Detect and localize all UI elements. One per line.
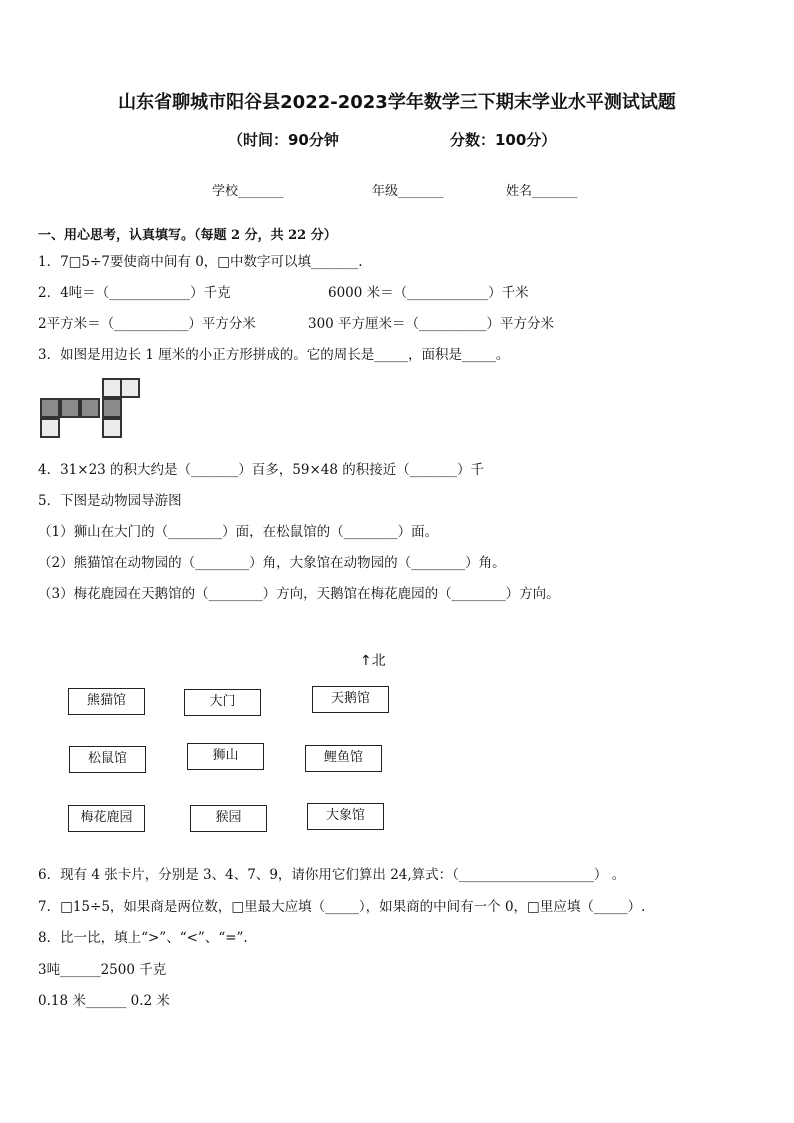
question-6: 6．现有 4 张卡片，分别是 3、4、7、9，请你用它们算出 24,算式：（____________________） 。 <box>38 867 626 883</box>
exam-score: 分数：100分） <box>450 131 557 149</box>
square-cell <box>80 398 100 418</box>
question-2b: 6000 米＝（____________）千米 <box>328 285 529 301</box>
zoo-cell-panda: 熊猫馆 <box>68 688 145 715</box>
square-cell <box>120 378 140 398</box>
school-field: 学校_______ <box>212 184 284 199</box>
question-8: 8．比一比，填上“>”、“<”、“=”. <box>38 930 248 946</box>
zoo-cell-squirrel: 松鼠馆 <box>69 746 146 773</box>
square-cell <box>40 398 60 418</box>
zoo-cell-monkey: 猴园 <box>190 805 267 832</box>
square-cell <box>102 418 122 438</box>
zoo-cell-lion-hill: 狮山 <box>187 743 264 770</box>
question-2a: 2．4吨＝（____________）千克 <box>38 285 231 301</box>
question-4: 4．31×23 的积大约是（_______）百多，59×48 的积接近（_______）千 <box>38 462 485 478</box>
question-7: 7．□15÷5，如果商是两位数，□里最大应填（_____），如果商的中间有一个 0，□里应填（_____）. <box>38 899 646 915</box>
zoo-cell-deer: 梅花鹿园 <box>68 805 145 832</box>
question-3: 3．如图是用边长 1 厘米的小正方形拼成的。它的周长是_____，面积是_____。 <box>38 347 510 363</box>
north-indicator: ↑北 <box>360 653 386 669</box>
zoo-cell-carp: 鲤鱼馆 <box>305 745 382 772</box>
square-figure <box>40 378 140 440</box>
question-2c: 2平方米＝（___________）平方分米 <box>38 316 256 332</box>
page-title: 山东省聊城市阳谷县2022-2023学年数学三下期末学业水平测试试题 <box>118 92 676 113</box>
question-5: 5．下图是动物园导游图 <box>38 493 182 509</box>
zoo-cell-elephant: 大象馆 <box>307 803 384 830</box>
square-cell <box>40 418 60 438</box>
name-field: 姓名_______ <box>506 184 578 199</box>
zoo-cell-gate: 大门 <box>184 689 261 716</box>
exam-time: （时间：90分钟 <box>228 131 339 149</box>
question-5-1: （1）狮山在大门的（________）面，在松鼠馆的（________）面。 <box>38 524 439 540</box>
square-cell <box>60 398 80 418</box>
question-1: 1．7□5÷7要使商中间有 0，□中数字可以填_______. <box>38 254 363 270</box>
question-5-2: （2）熊猫馆在动物园的（________）角，大象馆在动物园的（________）角。 <box>38 555 506 571</box>
zoo-cell-swan: 天鹅馆 <box>312 686 389 713</box>
question-5-3: （3）梅花鹿园在天鹅馆的（________）方向，天鹅馆在梅花鹿园的（________）方向。 <box>38 586 560 602</box>
grade-field: 年级_______ <box>372 184 444 199</box>
square-cell <box>102 378 122 398</box>
section-heading: 一、用心思考，认真填写。（每题 2 分，共 22 分） <box>38 228 337 243</box>
question-8a: 3吨______2500 千克 <box>38 962 167 978</box>
square-cell <box>102 398 122 418</box>
question-8b: 0.18 米______ 0.2 米 <box>38 993 170 1009</box>
question-2d: 300 平方厘米＝（__________）平方分米 <box>308 316 555 332</box>
